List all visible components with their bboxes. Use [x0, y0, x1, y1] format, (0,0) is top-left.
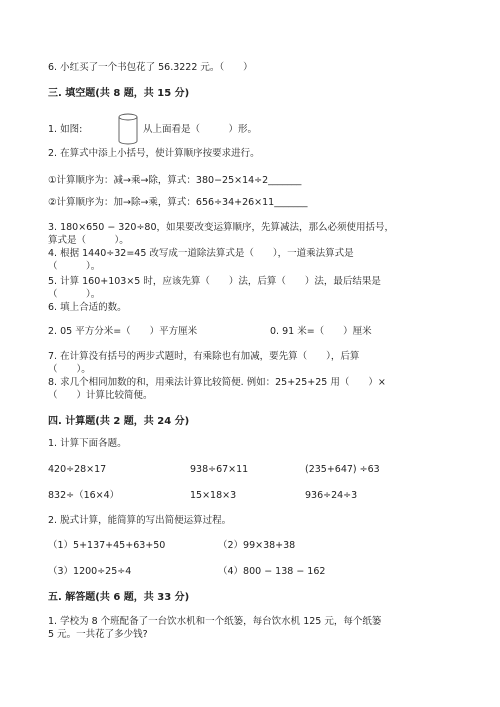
calc-row-2 — [0, 490, 500, 502]
section-3-title: 三. 填空题(共 8 题，共 15 分) — [48, 88, 190, 99]
fill-question-1-prefix: 1. 如图: — [48, 124, 83, 135]
calc2-row-2 — [0, 566, 500, 578]
calc2-item: （3）1200÷25÷4 — [48, 566, 132, 577]
fill-question-2b: ②计算顺序为：加→除→乘，算式：656÷34+26×11_______ — [48, 197, 308, 208]
fill-question-7-line1: 7. 在计算没有括号的两步式题时，有乘除也有加减，要先算（ ），后算 — [48, 351, 360, 362]
fill-question-4-line2: （ ）。 — [48, 261, 101, 272]
calc-row-1 — [0, 464, 500, 476]
fill-question-3-line1: 3. 180×650 − 320÷80，如果要改变运算顺序，先算减法，那么必须使用括号， — [48, 222, 394, 233]
section-5-title: 五. 解答题(共 6 题，共 33 分) — [48, 592, 190, 603]
fill-question-7-line2: （ ）。 — [48, 364, 91, 375]
calc-item: 832÷（16×4） — [48, 490, 120, 501]
fill-question-6: 6. 填上合适的数。 — [48, 302, 127, 313]
calc2-item: （1）5+137+45+63+50 — [48, 540, 166, 551]
calc2-row-1 — [0, 540, 500, 552]
calc-item: (235+647) ÷63 — [305, 464, 380, 475]
calc-item: 936÷24÷3 — [305, 490, 358, 501]
answer-question-1-line1: 1. 学校为 8 个班配备了一台饮水机和一个纸篓，每台饮水机 125 元，每个纸篓 — [48, 616, 382, 627]
calc-question-2: 2. 脱式计算，能简算的写出简便运算过程。 — [48, 515, 232, 526]
fill-question-5-line2: （ ）。 — [48, 289, 101, 300]
section-4-title: 四. 计算题(共 2 题，共 24 分) — [48, 416, 190, 427]
calc-item: 15×18×3 — [190, 490, 237, 501]
fill-question-6a-text: 2. 05 平方分米=（ ）平方厘米 — [48, 326, 198, 337]
cylinder-figure — [118, 113, 138, 145]
fill-question-4-line1: 4. 根据 1440÷32=45 改写成一道除法算式是（ ），一道乘法算式是 — [48, 248, 354, 259]
fill-question-2a: ①计算顺序为：减→乘→除，算式：380−25×14÷2_______ — [48, 175, 302, 186]
choice-question-6: 6. 小红买了一个书包花了 56.3222 元。（ ） — [48, 62, 253, 73]
fill-question-6b: 0. 91 米=（ ）厘米 — [270, 326, 372, 337]
fill-question-6a — [48, 326, 197, 338]
calc2-item: （2）99×38+38 — [218, 540, 296, 551]
fill-question-5-line1: 5. 计算 160+103×5 时，应该先算（ ）法，后算（ ）法，最后结果是 — [48, 276, 381, 287]
fill-question-8-line1: 8. 求几个相同加数的和，用乘法计算比较简便. 例如：25+25+25 用（ ）× — [48, 377, 386, 388]
calc-item: 420÷28×17 — [48, 464, 107, 475]
fill-question-8-line2: （ ）计算比较简便。 — [48, 390, 153, 401]
fill-question-3-line2: 算式是（ ）。 — [48, 235, 129, 246]
fill-question-1-suffix: 从上面看是（ ）形。 — [143, 124, 258, 135]
answer-question-1-line2: 5 元。一共花了多少钱? — [48, 629, 148, 640]
calc2-item: （4）800 − 138 − 162 — [218, 566, 326, 577]
calc-item: 938÷67×11 — [190, 464, 249, 475]
calc-question-1: 1. 计算下面各题。 — [48, 438, 127, 449]
fill-question-2: 2. 在算式中添上小括号，使计算顺序按要求进行。 — [48, 148, 260, 159]
